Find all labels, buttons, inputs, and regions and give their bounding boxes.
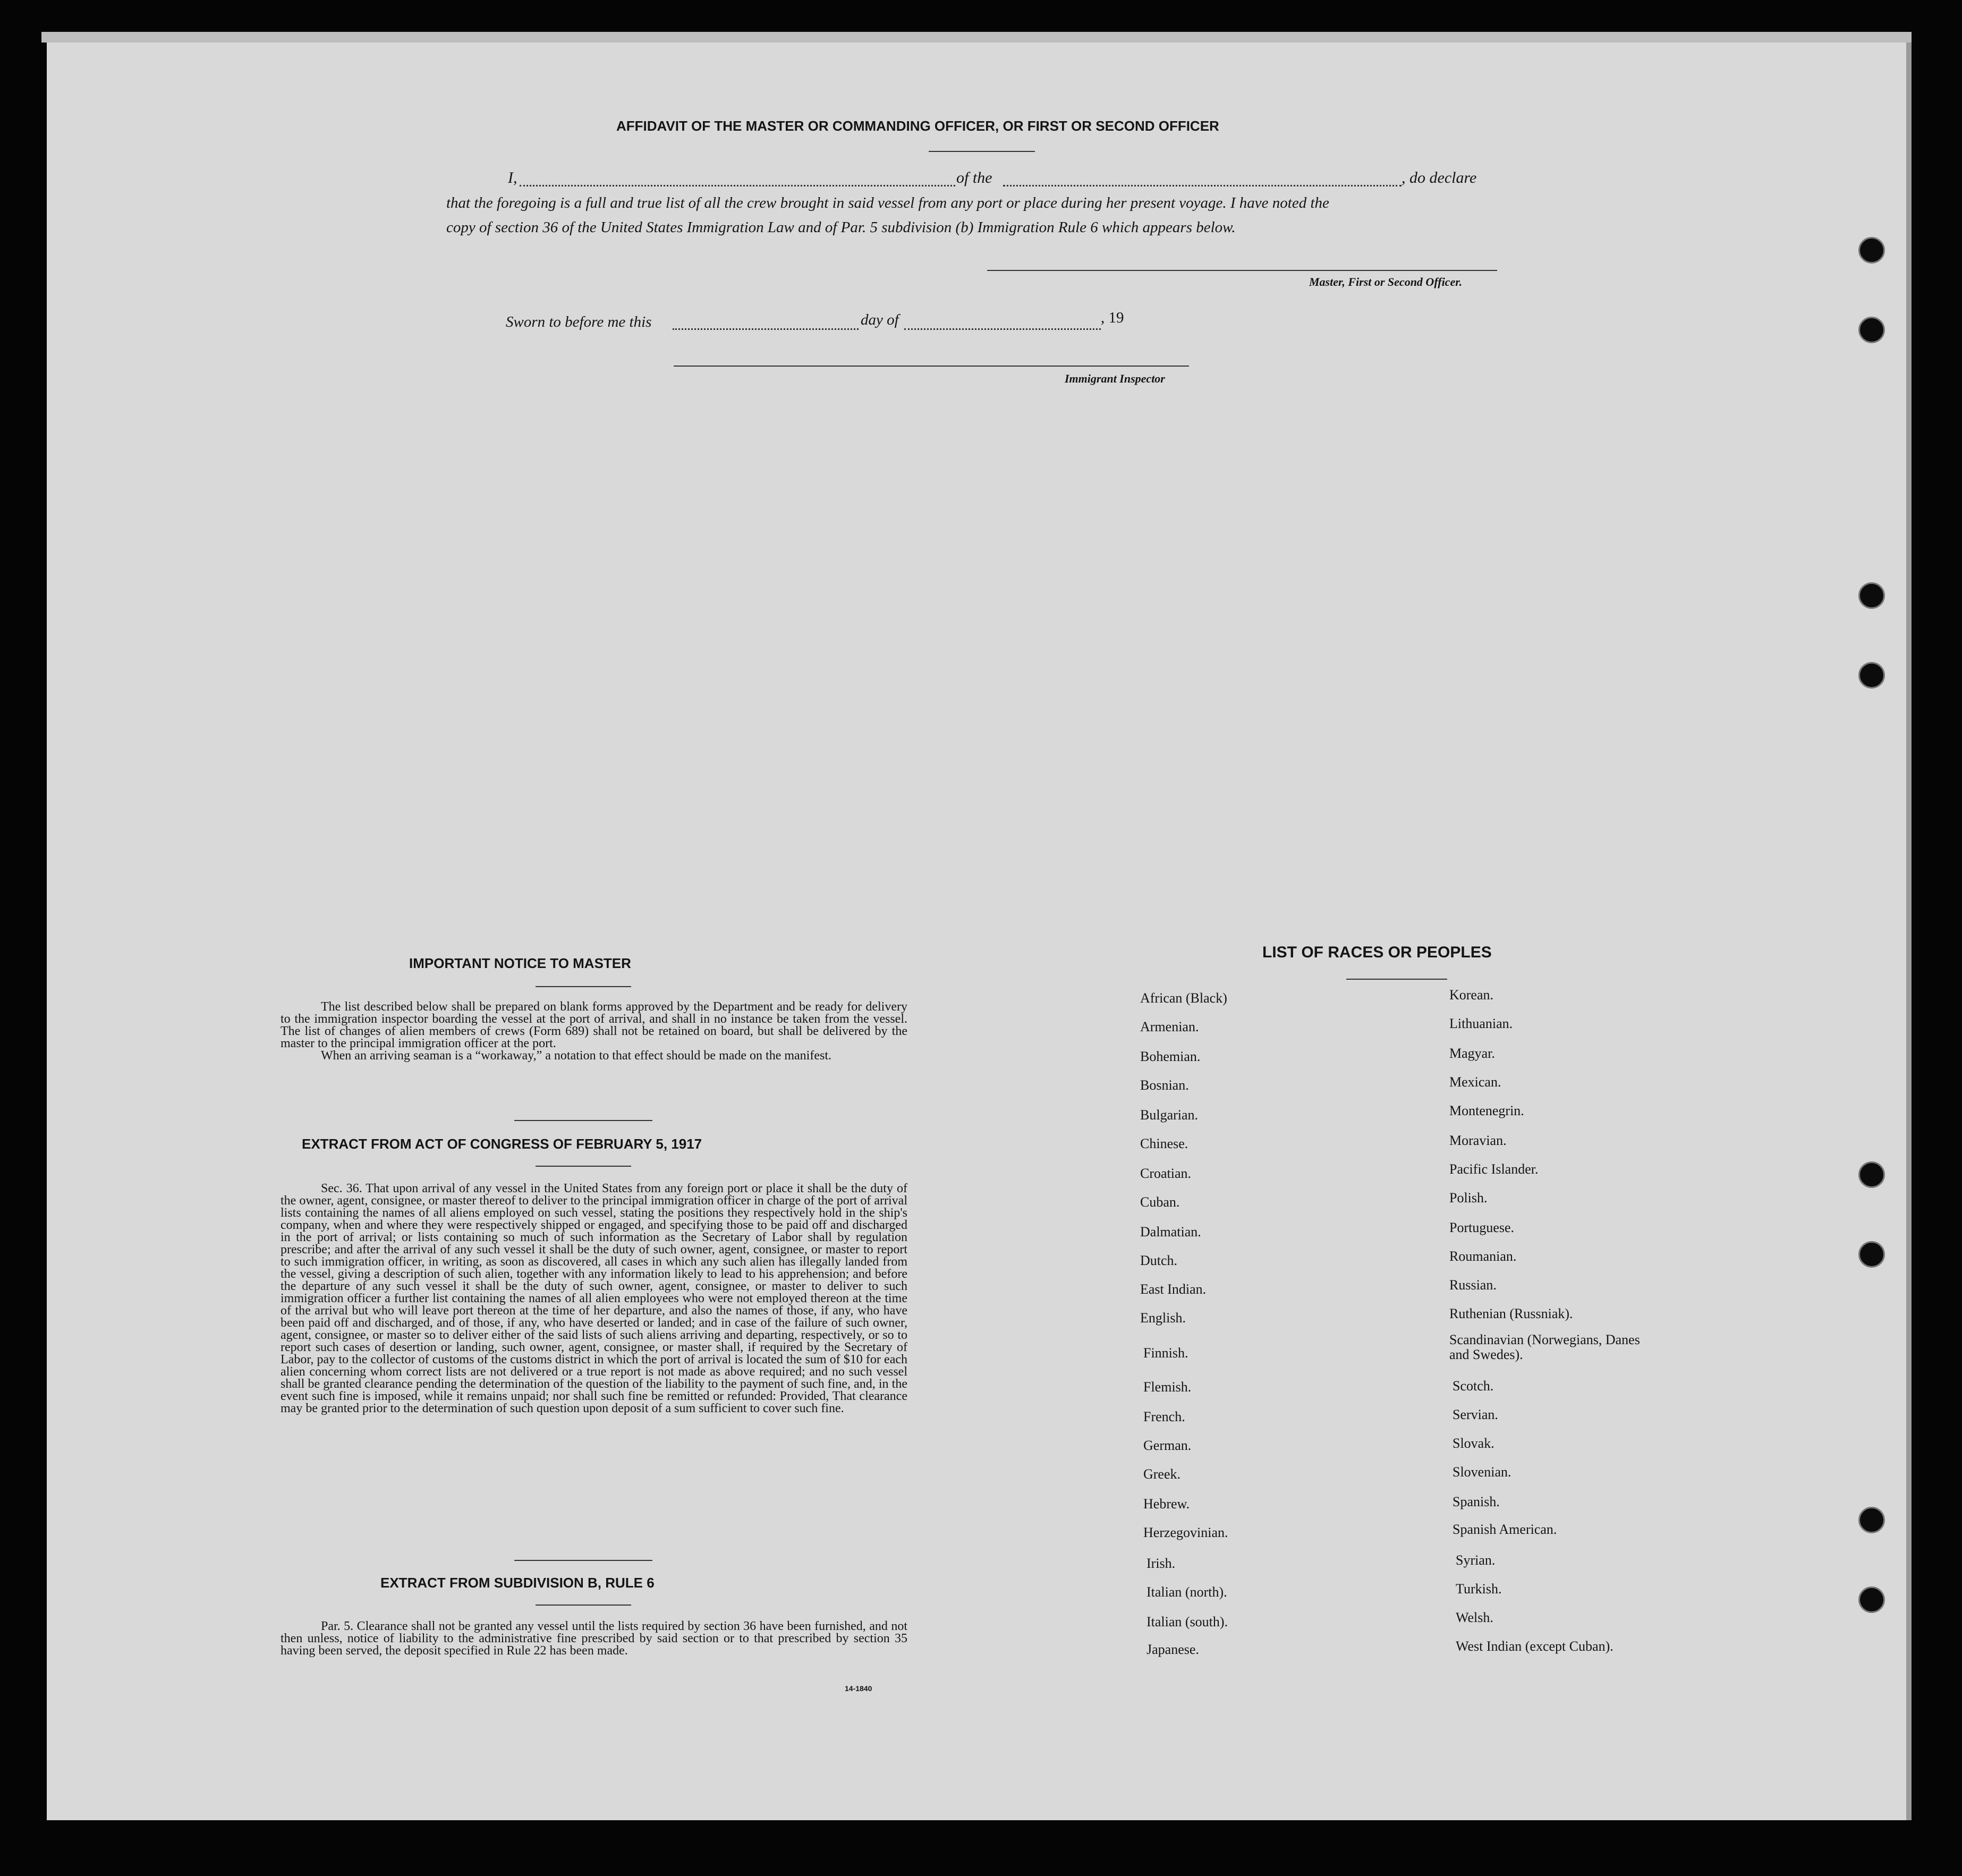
notice-body [281, 1001, 907, 1062]
race-item: Servian. [1453, 1407, 1498, 1422]
race-item: Flemish. [1143, 1379, 1192, 1395]
affidavit-i-label: I, [508, 169, 517, 186]
name-blank[interactable] [520, 185, 955, 186]
race-item: Japanese. [1146, 1642, 1199, 1657]
affidavit-of-the: of the [956, 169, 992, 186]
race-item: French. [1143, 1409, 1185, 1424]
binder-hole [1858, 662, 1885, 689]
race-item: Hebrew. [1143, 1496, 1190, 1512]
binder-hole [1858, 582, 1885, 609]
race-item: German. [1143, 1438, 1192, 1453]
race-item: Slovenian. [1453, 1464, 1511, 1480]
race-item: Syrian. [1456, 1552, 1496, 1568]
binder-hole [1858, 237, 1885, 264]
inspector-signature-line[interactable] [674, 366, 1189, 367]
race-item: Armenian. [1140, 1019, 1199, 1034]
notice-paragraph-2: When an arriving seaman is a “workaway,” a notation to that effect should be made on the manifest. [321, 1049, 831, 1063]
race-item: Bulgarian. [1140, 1107, 1199, 1123]
divider [929, 151, 1035, 152]
race-item: Slovak. [1453, 1436, 1494, 1451]
binder-hole [1858, 1586, 1885, 1613]
extract-act-title: EXTRACT FROM ACT OF CONGRESS OF FEBRUARY 5, 1917 [302, 1136, 702, 1152]
race-item: Dalmatian. [1140, 1224, 1201, 1240]
race-item: Croatian. [1140, 1166, 1192, 1181]
binder-hole [1858, 1161, 1885, 1188]
sworn-day-blank[interactable] [673, 328, 859, 330]
extract-act-body [281, 1183, 907, 1415]
race-item: Magyar. [1449, 1046, 1495, 1061]
affidavit-line2: that the foregoing is a full and true list of all the crew brought in said vessel from any port or place during her present voyage. I have noted the [446, 194, 1329, 211]
extract-rule-title: EXTRACT FROM SUBDIVISION B, RULE 6 [380, 1575, 655, 1591]
race-item: Italian (north). [1146, 1584, 1227, 1600]
race-item: Welsh. [1456, 1610, 1493, 1625]
race-item: Chinese. [1140, 1136, 1188, 1151]
race-item: Italian (south). [1146, 1614, 1228, 1629]
divider [1346, 979, 1447, 980]
binder-hole [1858, 1507, 1885, 1533]
sworn-year: , 19 [1101, 309, 1124, 326]
race-item: Cuban. [1140, 1194, 1180, 1210]
vessel-blank[interactable] [1003, 185, 1402, 186]
master-signature-label: Master, First or Second Officer. [1309, 275, 1463, 288]
race-item: Montenegrin. [1449, 1103, 1524, 1118]
notice-title: IMPORTANT NOTICE TO MASTER [409, 955, 631, 971]
race-item: Bosnian. [1140, 1077, 1189, 1093]
race-item: Pacific Islander. [1449, 1161, 1539, 1177]
race-item: Ruthenian (Russniak). [1449, 1306, 1573, 1321]
race-item: Irish. [1146, 1556, 1176, 1571]
race-item: Mexican. [1449, 1074, 1501, 1090]
race-item: Lithuanian. [1449, 1016, 1513, 1031]
extract-rule-body [281, 1620, 907, 1657]
race-item: Moravian. [1449, 1133, 1507, 1148]
race-item: Korean. [1449, 987, 1494, 1003]
binder-hole [1858, 317, 1885, 343]
extract-act-text: Sec. 36. That upon arrival of any vessel in the United States from any foreign port or place it shall be the duty of the owner, agent, consignee, or master thereof to deliver to the principal immigration officer in charge of the port of arrival lists containing the names of all aliens employed on such vessel, stating the positions they respectively hold in the ship's company, when and where they were respectively shipped or engaged, and specifying those to be paid off and discharged in the port of arrival; or lists containing so much of such information as the Secretary of Labor shall by regulation prescribe; and after the arrival of any such vessel it shall be the duty of such owner, agent, consignee, or master to report to such immigration officer, in writing, as soon as discovered, all cases in which any such alien has illegally landed from the vessel, giving a description of such alien, together with any information likely to lead to his apprehension; and before the departure of any such vessel it shall be the duty of such owner, agent, consignee, or master to deliver to such immigration officer a further list containing the names of all alien employees who were not employed thereon at the time of the arrival but who will leave port thereon at the time of her departure, and also the names of those, if any, who have been paid off and discharged, and of those, if any, who have deserted or landed; and in case of the failure of such owner, agent, consignee, or master so to deliver either of the said lists of such aliens arriving and departing, respectively, or so to report such cases of desertion or landing, such owner, agent, consignee, or master shall, if required by the Secretary of Labor, pay to the collector of customs of the customs district in which the port of arrival is located the sum of $10 for each alien concerning whom correct lists are not delivered or a true report is not made as above required; and no such vessel shall be granted clearance pending the determination of the question of the liability to the payment of such fine, and, in the event such fine is imposed, while it remains unpaid; nor shall such fine be remitted or refunded: Provided, That clearance may be granted prior to the determination of such question upon deposit of a sum sufficient to cover such fine. [281, 1182, 907, 1415]
race-item: Scandinavian (Norwegians, Danes and Swedes). [1449, 1332, 1640, 1362]
race-item: African (Black) [1140, 990, 1227, 1006]
binder-hole [1858, 1241, 1885, 1268]
form-number: 14-1840 [845, 1684, 872, 1693]
divider [514, 1560, 652, 1561]
sworn-month-blank[interactable] [904, 328, 1101, 330]
manifest-page [47, 35, 1912, 1820]
race-item: English. [1140, 1310, 1186, 1326]
race-item: Dutch. [1140, 1253, 1178, 1268]
affidavit-title: AFFIDAVIT OF THE MASTER OR COMMANDING OFFICER, OR FIRST OR SECOND OFFICER [616, 118, 1219, 134]
extract-rule-text: Par. 5. Clearance shall not be granted any vessel until the lists required by section 36 have been furnished, and not then unless, notice of liability to the administrative fine prescribed by said section or to that prescribed by section 35 having been served, the deposit specified in Rule 22 has been made. [281, 1619, 907, 1658]
race-item: East Indian. [1140, 1281, 1207, 1297]
race-item: Bohemian. [1140, 1049, 1201, 1064]
race-item: Scotch. [1453, 1378, 1494, 1394]
divider [536, 1605, 631, 1606]
affidavit-line3: copy of section 36 of the United States Immigration Law and of Par. 5 subdivision (b) Immigration Rule 6 which appears below. [446, 219, 1236, 236]
inspector-signature-label: Immigrant Inspector [1065, 372, 1165, 385]
race-item: Herzegovinian. [1143, 1525, 1228, 1540]
race-item: Turkish. [1456, 1581, 1502, 1597]
divider [536, 1166, 631, 1167]
race-item: Spanish American. [1453, 1522, 1557, 1537]
sworn-label: Sworn to before me this [506, 313, 652, 330]
race-item: Greek. [1143, 1466, 1181, 1482]
race-item: West Indian (except Cuban). [1456, 1639, 1613, 1654]
divider [536, 986, 631, 987]
affidavit-do-declare: , do declare [1402, 169, 1477, 186]
sworn-day-of: day of [861, 311, 899, 328]
races-title: LIST OF RACES OR PEOPLES [1262, 944, 1492, 961]
race-item: Polish. [1449, 1190, 1488, 1206]
race-item: Portuguese. [1449, 1220, 1515, 1235]
race-item: Finnish. [1143, 1345, 1188, 1361]
divider [514, 1120, 652, 1121]
notice-paragraph-1: The list described below shall be prepared on blank forms approved by the Department and be ready for delivery to the immigration inspector boarding the vessel at the port of arrival, and shall in no instance be taken from the vessel. The list of changes of alien members of crews (Form 689) shall not be retained on board, but shall be delivered by the master to the principal immigration officer at the port. [281, 1000, 907, 1050]
race-item: Spanish. [1453, 1494, 1500, 1509]
race-item: Roumanian. [1449, 1249, 1517, 1264]
race-item: Russian. [1449, 1277, 1497, 1293]
master-signature-line[interactable] [987, 270, 1497, 271]
